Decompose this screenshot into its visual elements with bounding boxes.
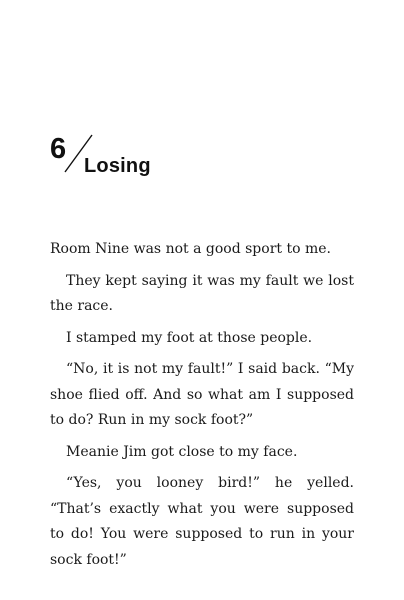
paragraph: I stamped my foot at those people. — [66, 329, 313, 346]
paragraph: Room Nine was not a good sport to me. — [50, 241, 331, 257]
paragraph: They kept saying it was my fault we lost the race. — [50, 272, 354, 314]
chapter-heading — [50, 132, 170, 182]
chapter-title: Losing — [84, 155, 151, 177]
chapter-number: 6 — [50, 133, 67, 165]
paragraph: Meanie Jim got close to my face. — [66, 443, 298, 460]
chapter-body — [50, 237, 354, 579]
paragraph: “No, it is not my fault!” I said back. “My shoe flied off. And so what am I supposed to do? Run in my sock foot?” — [50, 361, 354, 428]
paragraph: “Yes, you looney bird!” he yelled. “That’s exactly what you were supposed to do! You were supposed to run in your sock foot!” — [50, 475, 354, 568]
